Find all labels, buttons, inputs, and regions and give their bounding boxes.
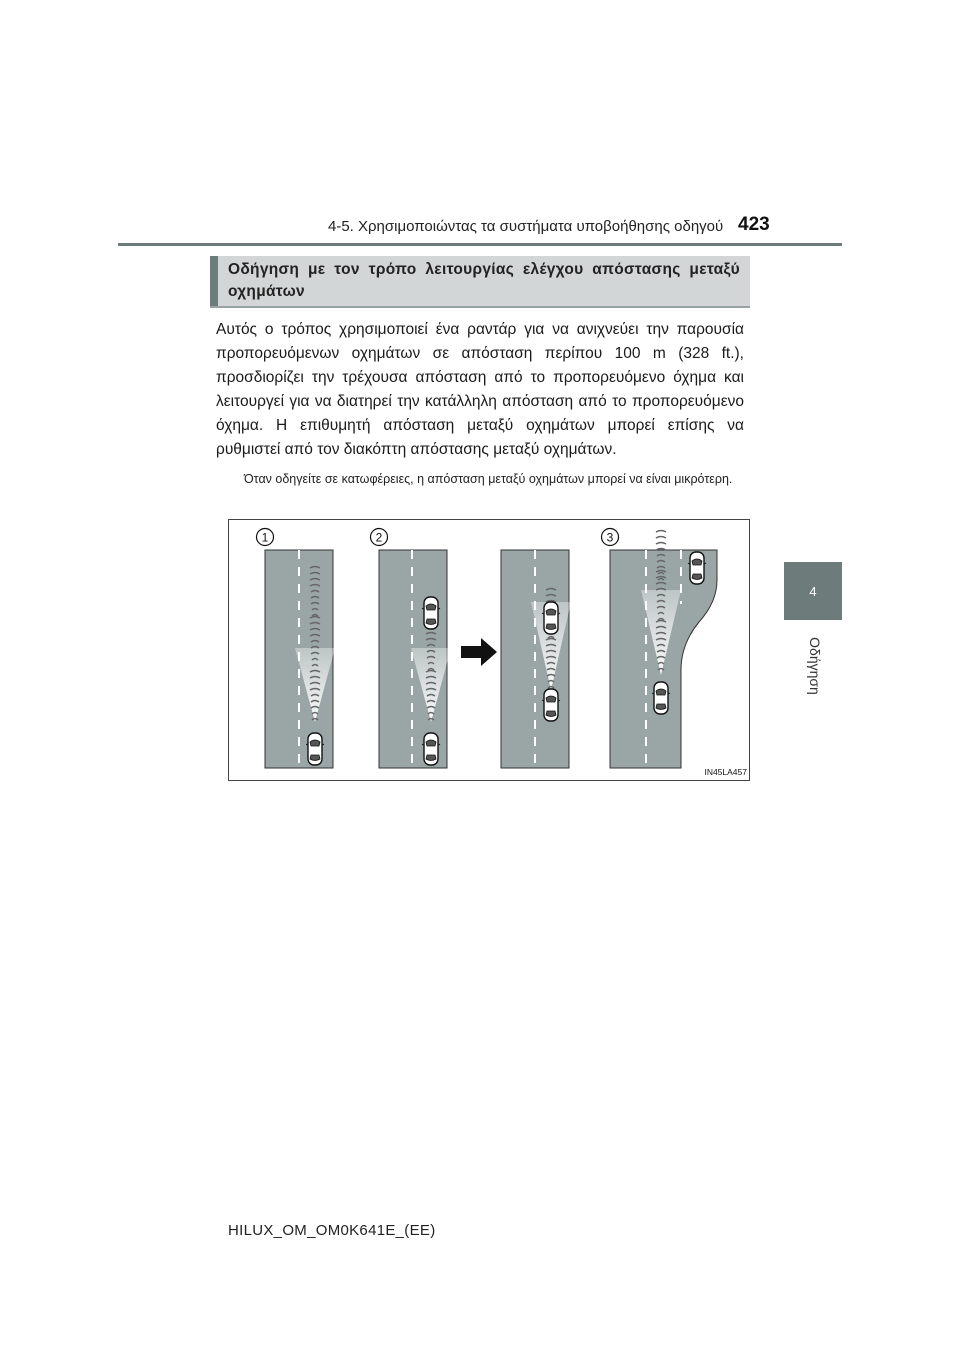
illustration-figure bbox=[228, 519, 750, 781]
chapter-label-box bbox=[800, 626, 830, 706]
section-heading-box bbox=[210, 256, 750, 308]
section-heading: Οδήγηση με τον τρόπο λειτουργίας ελέγχου απόστασης μεταξύ οχημάτων bbox=[228, 261, 740, 300]
page-number: 423 bbox=[738, 214, 770, 235]
label-circle-3 bbox=[602, 529, 619, 546]
figure-label-1: 1 bbox=[261, 530, 269, 545]
running-header-title: 4-5. Χρησιμοποιώντας τα συστήματα υποβοήθησης οδηγού bbox=[328, 218, 724, 235]
own-car-1 bbox=[306, 733, 324, 765]
adjacent-car-4 bbox=[688, 552, 706, 584]
own-car-2 bbox=[422, 733, 440, 765]
own-car-4 bbox=[652, 682, 670, 714]
chapter-number: 4 bbox=[809, 583, 817, 599]
header-rule bbox=[118, 243, 842, 246]
transition-arrow bbox=[461, 638, 497, 666]
radar-illustration bbox=[229, 520, 749, 780]
figure-label-2: 2 bbox=[375, 530, 383, 545]
note-text: Όταν οδηγείτε σε κατωφέρειες, η απόσταση μεταξύ οχημάτων μπορεί να είναι μικρότερη. bbox=[244, 472, 733, 486]
document-code: HILUX_OM_OM0K641E_(EE) bbox=[228, 1222, 436, 1239]
section-heading-bar bbox=[210, 256, 218, 306]
label-circle-1 bbox=[257, 529, 274, 546]
chapter-label: Οδήγηση bbox=[807, 637, 823, 695]
body-paragraph: Αυτός ο τρόπος χρησιμοποιεί ένα ραντάρ για να ανιχνεύει την παρουσία προπορευόμενων οχημάτων σε απόσταση περίπου 100 m (328 ft.), προσδιορίζει την τρέχουσα απόσταση από το προπορευόμενο όχημα και λειτουργεί για να διατηρεί την κατάλληλη απόσταση από το προπορευόμενο όχημα. Η επιθυμητή απόσταση μεταξύ οχημάτων μπορεί επίσης να ρυθμιστεί από τον διακόπτη απόστασης μεταξύ οχημάτων. bbox=[216, 321, 744, 458]
figure-code: IN45LA457 bbox=[704, 767, 747, 777]
figure-label-3: 3 bbox=[606, 530, 614, 545]
preceding-car-3 bbox=[542, 602, 560, 634]
label-circle-2 bbox=[371, 529, 388, 546]
own-car-3 bbox=[542, 689, 560, 721]
preceding-car-2 bbox=[422, 597, 440, 629]
chapter-tab bbox=[784, 562, 842, 620]
